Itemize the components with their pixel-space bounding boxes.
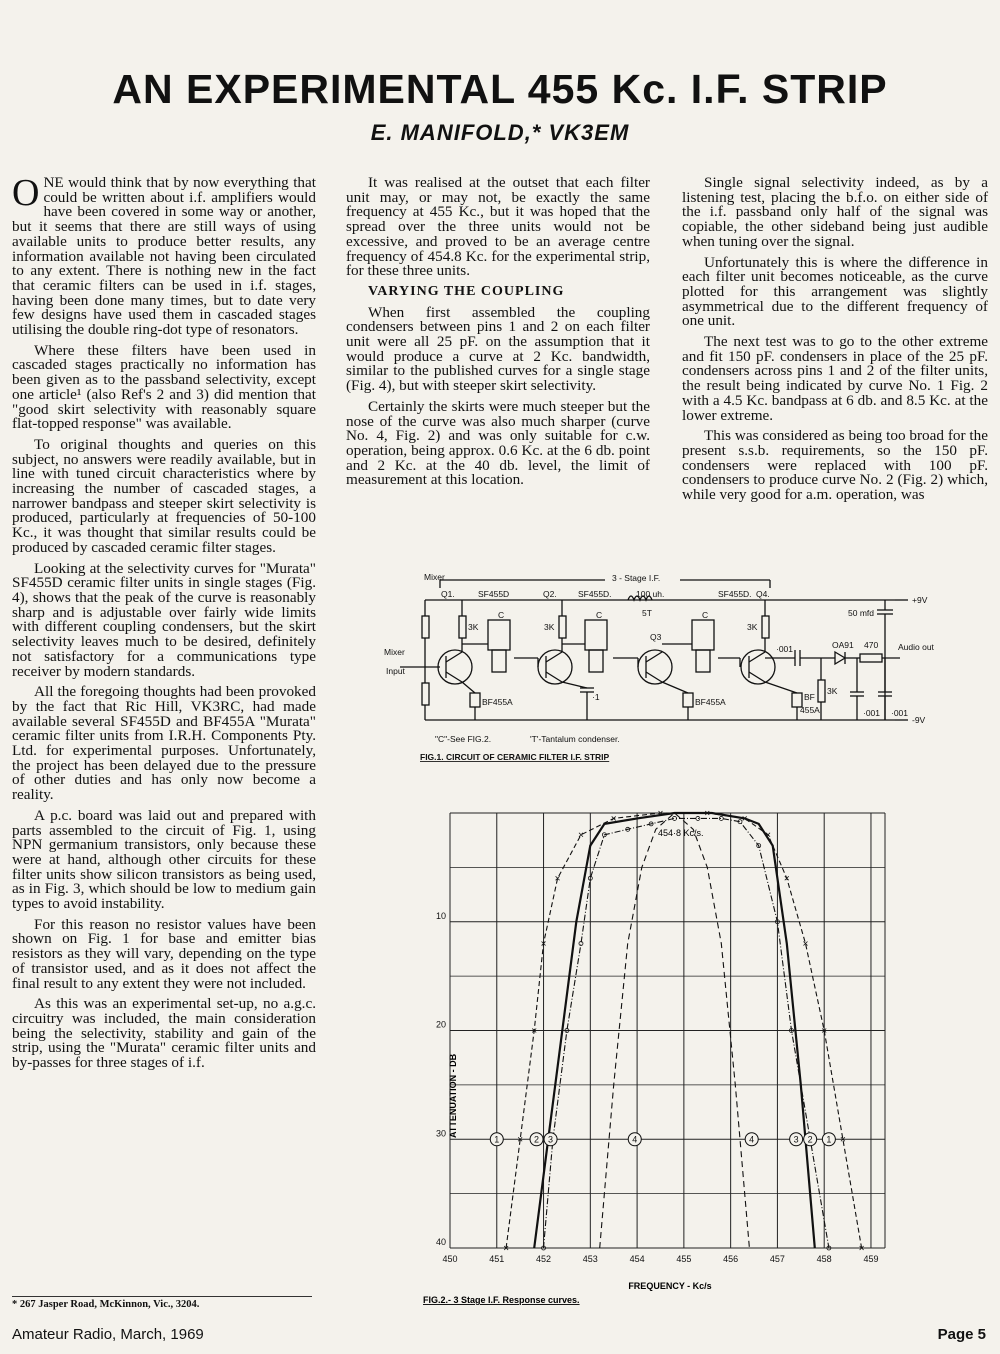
x-tick-label: 454 (629, 1254, 645, 1264)
curve-label: 2 (807, 1134, 813, 1145)
label-455a: 455A (800, 705, 820, 715)
article-byline: E. MANIFOLD,* VK3EM (370, 120, 630, 145)
chart-grid (450, 813, 885, 1248)
y-axis-label: ATTENUATION - DB (448, 1053, 458, 1138)
curve-label: 1 (494, 1134, 500, 1145)
x-axis-label: FREQUENCY - Kc/s (628, 1281, 712, 1291)
label-bf455a: BF455A (695, 697, 726, 707)
label-oa91: OA91 (832, 640, 854, 650)
label-cap001: ·001 (863, 708, 881, 718)
label-3k: 3K (827, 686, 838, 696)
curve-label: 4 (749, 1134, 755, 1145)
paragraph: All the foregoing thoughts had been provoked by the fact that Ric Hill, VK3RC, had made available several SF455D and BF455A "Murata" ceramic filter units from I.R.H. Components Pty. Ltd. for experimental purposes. Unfortunately, the project has been delayed due to the pressure of other duties and has only now become a reality. (12, 683, 316, 804)
curve-2 (544, 818, 832, 1248)
paragraph-text: NE would think that by now everything that could be written about i.f. amplifiers would have been covered in some way or another, but it seems that there are still ways of using available units to produce better results, any information available not having been circulated to any extent. There is nothing new in the fact that ceramic filters can be used in i.f. stages, having been done many times, but to date very few designs have used them in cascaded stages utilising the double ring-dot type of resonators. (12, 174, 316, 339)
footer-publication: Amateur Radio, March, 1969 (12, 1326, 204, 1343)
x-tick-label: 453 (582, 1254, 598, 1264)
label-c: C (498, 610, 505, 620)
label-mixer-input: Mixer (384, 647, 405, 657)
paragraph: The next test was to go to the other extreme and fit 150 pF. condensers in place of the 25 pF. condensers across pins 1 and 2 of the filter units, the result being indicated by curve No. 1 Fig. 2 with a 4.5 Kc. bandpass at 6 db. and 8.5 Kc. at the lower extreme. (682, 333, 988, 424)
x-tick-label: 456 (723, 1254, 739, 1264)
paragraph: Where these filters have been used in cascaded stages practically no information has been given as to the passband selectivity, except one article¹ (also Ref's 2 and 3) did mention that "good skirt selectivity with reasonably square flat-topped response" was available. (12, 341, 316, 433)
paragraph: As this was an experimental set-up, no a.g.c. circuitry was included, the main consideration being the selectivity, stability and gain of the strip, using the "Murata" ceramic filter units and by-passes for three stages of i.f. (12, 995, 316, 1072)
paragraph: A p.c. board was laid out and prepared with parts assembled to the circuit of Fig. 1, using NPN germanium transistors, only because these were at hand, although other circuits for these filter units show silicon transistors as being used, as in Fig. 3, which should be low to medium gain types to avoid instability. (12, 806, 316, 913)
label-q4: Q4. (756, 589, 770, 599)
column-2 (346, 176, 650, 494)
label-q3: Q3 (650, 632, 662, 642)
paragraph: Certainly the skirts were much steeper but the nose of the curve was also much sharper (curve No. 4, Fig. 2) and was only suitable for c.w. operation, being approx. 0.6 Kc. at the 6 db. point and 2 Kc. at the 40 db. level, the limit of measurement at this location. (346, 397, 650, 489)
label-stage: 3 - Stage I.F. (612, 573, 661, 583)
curve-2-point (696, 816, 700, 820)
label-470: 470 (864, 640, 879, 650)
drop-cap: O (12, 172, 40, 214)
response-chart (420, 808, 890, 1308)
paragraph: Unfortunately this is where the difference in each filter unit becomes noticeable, as the curve plotted for this arrangement was slightly asymmetrical due to the different frequency of one unit. (682, 253, 988, 330)
column-3 (682, 176, 988, 509)
paragraph: It was realised at the outset that each filter unit may, or may not, be exactly the same frequency at 455 Kc., but it was hoped that the spread over the three units would not be excessive, and proved to be an average centre frequency of 454.8 Kc. for the experimental strip, for these three units. (346, 174, 650, 280)
column-1 (12, 172, 316, 1077)
label-sf455d-2: SF455D. (578, 589, 612, 599)
x-tick-label: 459 (863, 1254, 879, 1264)
circuit-diagram (380, 568, 950, 768)
peak-annotation: 454·8 Kc/s. (658, 828, 704, 838)
label-mixer-input: Input (386, 666, 405, 676)
y-tick-label: 30 (435, 1128, 446, 1139)
fig1-caption: FIG.1. CIRCUIT OF CERAMIC FILTER I.F. STRIP (420, 752, 610, 762)
label-inductor: 100 uh. (636, 589, 665, 599)
curve-label: 2 (534, 1134, 540, 1145)
label-q2: Q2. (543, 589, 557, 599)
label-cap001: ·001 (776, 644, 794, 654)
label-50mfd: 50 mfd (848, 608, 874, 618)
label-3k: 3K (468, 622, 479, 632)
x-tick-label: 452 (536, 1254, 552, 1264)
label-c: C (702, 610, 709, 620)
curve-label: 3 (548, 1134, 554, 1145)
label-bf: BF (804, 692, 815, 702)
label-audio-out: Audio out (898, 642, 934, 652)
paragraph: For this reason no resistor values have been shown on Fig. 1 for base and emitter bias resistors as they will vary, depending on the type of transistor used, and as it does not affect the final result to any extent they were not included. (12, 915, 316, 992)
label-sf455d-3: SF455D. (718, 589, 752, 599)
label-3k: 3K (544, 622, 555, 632)
y-tick-label: 40 (435, 1237, 446, 1247)
paragraph: This was considered as being too broad for the present s.s.b. requirements, so the 150 pF. condensers were replaced with 100 pF. condensers to produce curve No. 2 (Fig. 2) which, while very good for a.m. operation, was (682, 427, 988, 504)
article-title: AN EXPERIMENTAL 455 Kc. I.F. STRIP (112, 66, 888, 112)
x-tick-label: 455 (676, 1254, 692, 1264)
fig2-caption: FIG.2.- 3 Stage I.F. Response curves. (423, 1295, 580, 1305)
footer-page-number: Page 5 (937, 1326, 986, 1343)
footnote: * 267 Jasper Road, McKinnon, Vic., 3204. (12, 1296, 312, 1310)
curve-label: 1 (826, 1134, 832, 1145)
note-c: "C"-See FIG.2. (435, 734, 492, 744)
y-tick-label: 20 (435, 1019, 446, 1030)
label-minus9v: -9V (912, 715, 926, 725)
label-mixer: Mixer (424, 572, 445, 582)
curve-label: 4 (632, 1134, 638, 1145)
x-tick-label: 450 (442, 1254, 458, 1264)
label-sf455d-1: SF455D (478, 589, 510, 599)
paragraph: To original thoughts and queries on this subject, no answers were readily available, but in line with tuned circuit characteristics where by increasing the number of cascaded stages, a narrower bandpass and steeper skirt selectivity is produced, particularly at frequencies of 50-100 Kc., it was thought that similar results could be produced by cascaded ceramic filter stages. (12, 435, 316, 556)
y-tick-label: 10 (435, 910, 446, 921)
label-5t: 5T (642, 608, 652, 618)
paragraph: When first assembled the coupling condensers between pins 1 and 2 on each filter unit were all 25 pF. on the assumption that it would produce a curve at 2 Kc. bandwidth, similar to the published curves for a single stage (Fig. 4), but with steeper skirt selectivity. (346, 303, 650, 395)
x-tick-label: 451 (489, 1254, 505, 1264)
label-c: C (596, 610, 603, 620)
label-q1: Q1. (441, 589, 455, 599)
curve-1-point (579, 833, 583, 837)
label-plus9v: +9V (912, 595, 928, 605)
paragraph (12, 172, 316, 339)
label-cap001: ·001 (891, 708, 909, 718)
curve-2-point (719, 816, 723, 820)
label-cap1: ·1 (592, 692, 600, 702)
curve-label: 3 (793, 1134, 799, 1145)
label-3k: 3K (747, 622, 758, 632)
x-tick-label: 457 (769, 1254, 785, 1264)
note-t: 'T'-Tantalum condenser. (530, 734, 620, 744)
paragraph: Looking at the selectivity curves for "Murata" SF455D ceramic filter units in single stages (Fig. 4), shows that the peak of the curve is reasonably sharp and is adjustable over fairly wide limits with different coupling condensers, but the skirt selectivity leaves much to be desired, definitely not satisfactory for a communications type receiver by modern standards. (12, 559, 316, 680)
paragraph: Single signal selectivity indeed, as by a listening test, placing the b.f.o. on either side of the i.f. passband only half of the signal was copiable, the other sideband being just audible when tuning over the signal. (682, 174, 988, 250)
x-tick-label: 458 (816, 1254, 832, 1264)
label-bf455a: BF455A (482, 697, 513, 707)
section-heading: VARYING THE COUPLING (368, 283, 565, 299)
